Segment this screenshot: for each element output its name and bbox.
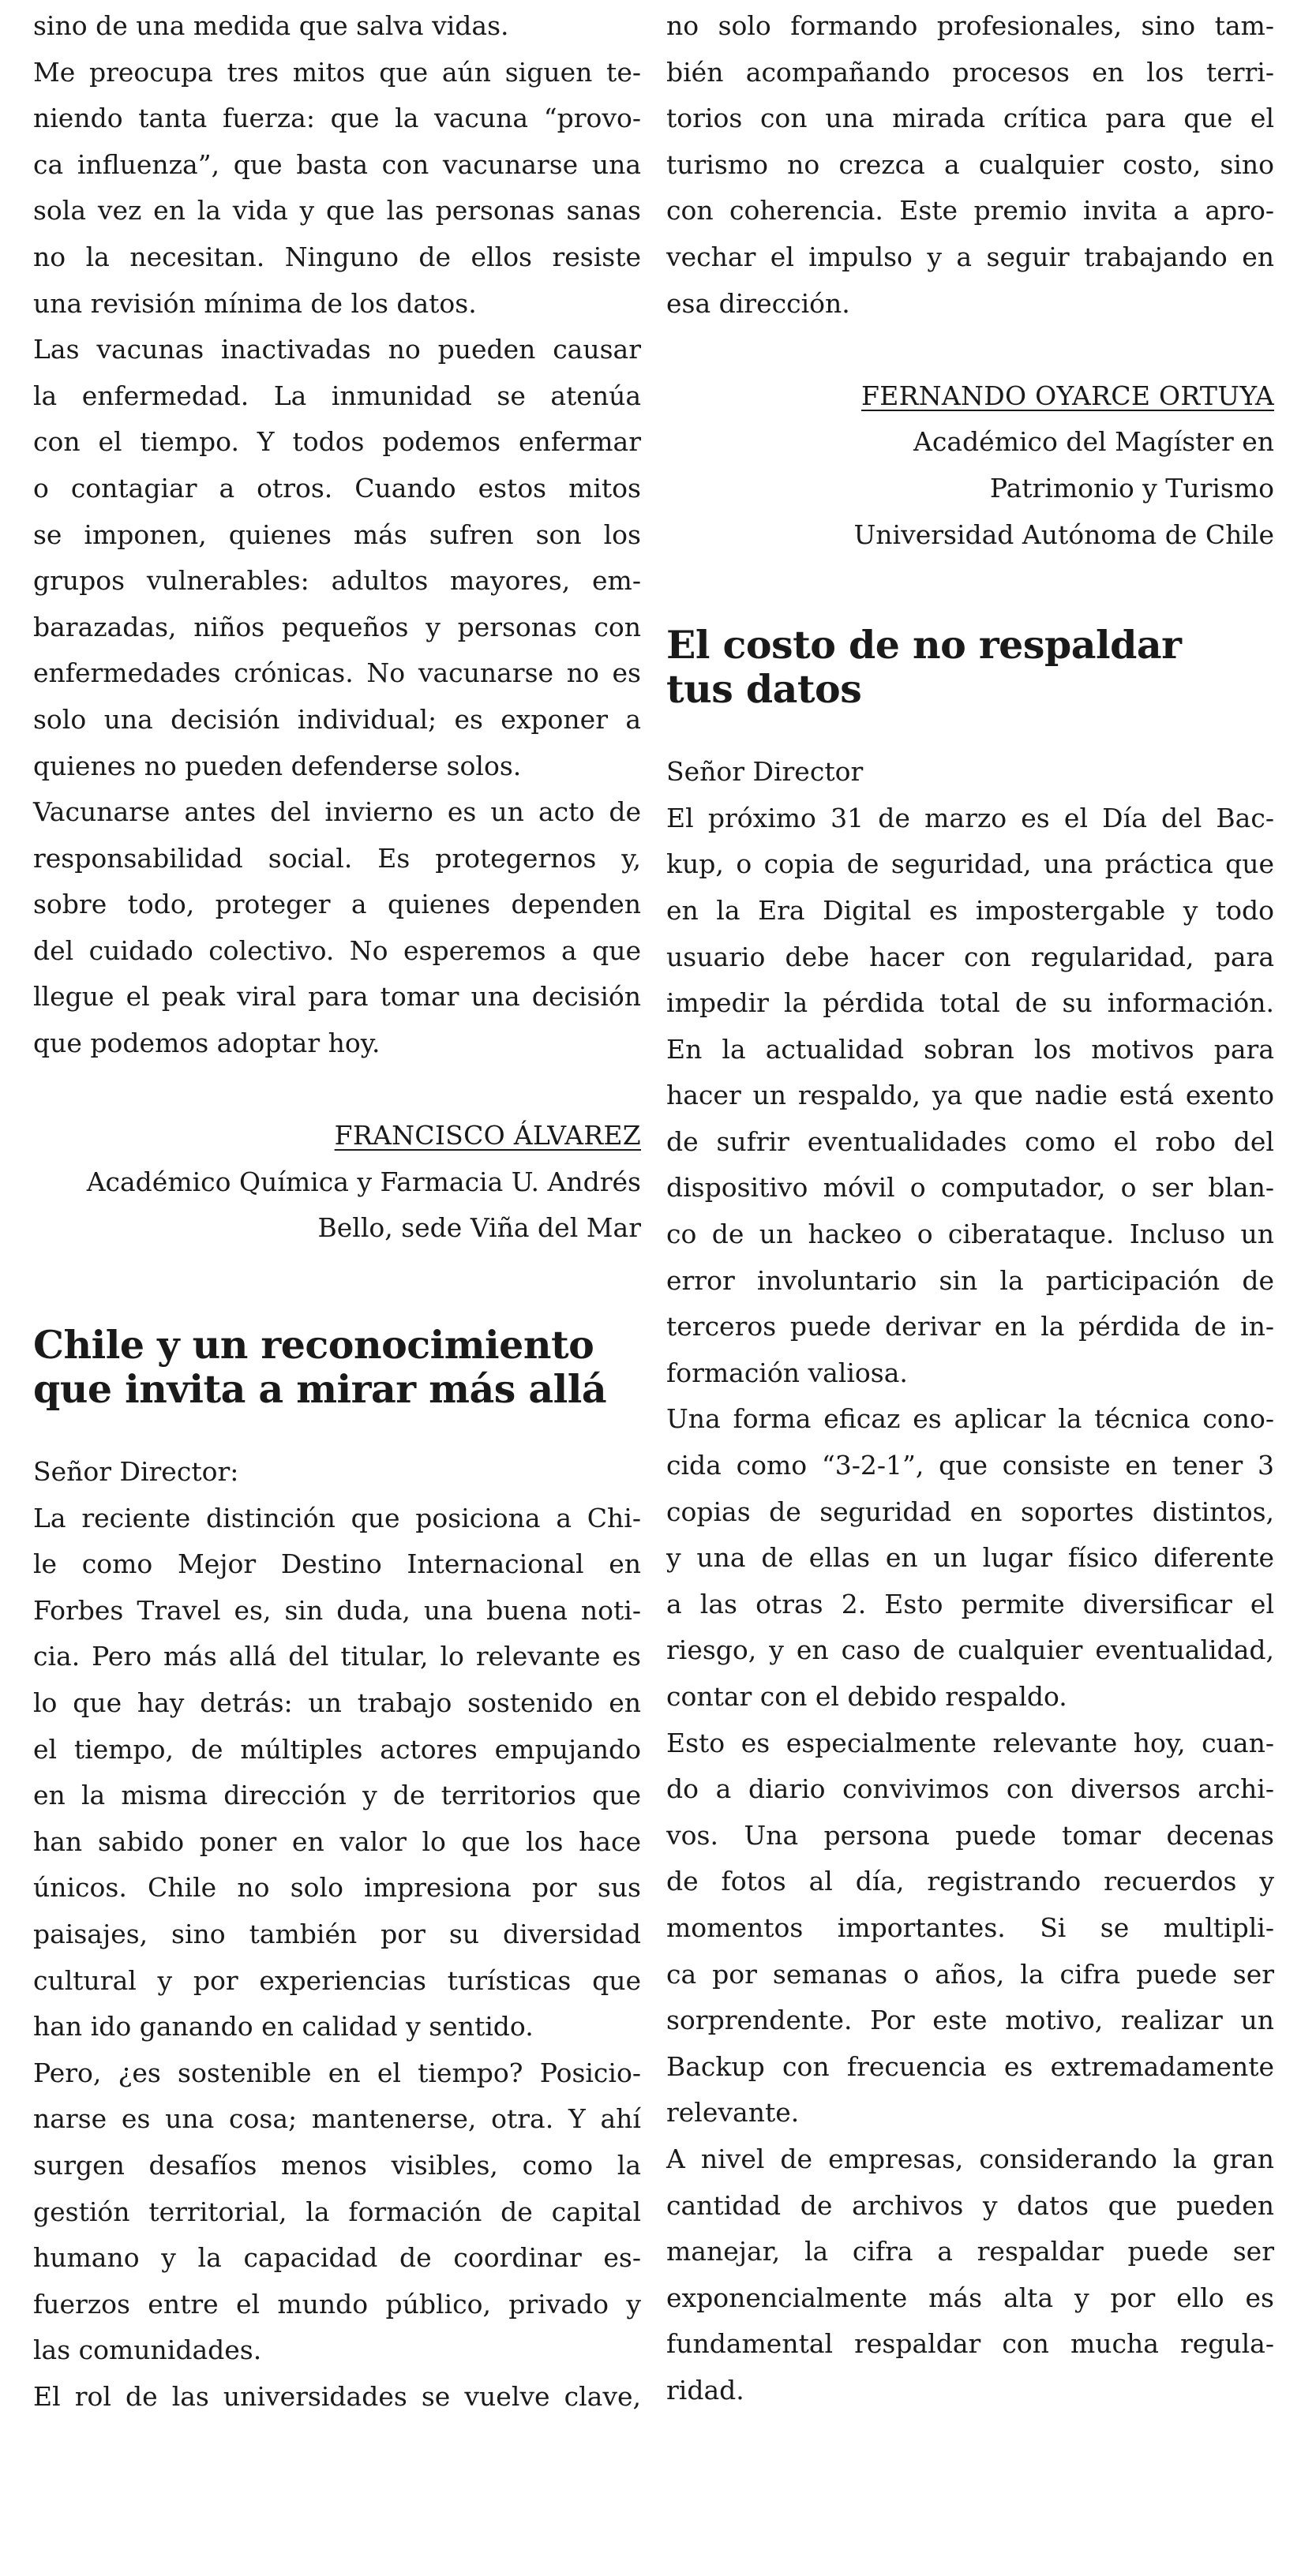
text-line: responsabilidad social. Es protegernos y, xyxy=(33,842,641,874)
signature-affiliation: Bello, sede Viña del Mar xyxy=(317,1212,641,1244)
text-line: el tiempo, de múltiples actores empujando xyxy=(33,1733,641,1765)
letter-vaccines-body xyxy=(33,3,641,1067)
text-line: fundamental respaldar con mucha regula- xyxy=(666,2328,1274,2360)
text-line: ca por semanas o años, la cifra puede ser xyxy=(666,1958,1274,1990)
headline-line: El costo de no respaldar xyxy=(666,622,1182,668)
text-line: una revisión mínima de los datos. xyxy=(33,287,477,319)
signature-francisco xyxy=(33,1113,641,1252)
spacer xyxy=(33,1252,641,1323)
text-line: del cuidado colectivo. No esperemos a que xyxy=(33,934,641,966)
letter-backup-body xyxy=(666,796,1274,2414)
text-line: hacer un respaldo, ya que nadie está exento xyxy=(666,1080,1274,1111)
text-line: no solo formando profesionales, sino tam- xyxy=(666,10,1274,41)
text-line: cia. Pero más allá del titular, lo relevante es xyxy=(33,1641,641,1672)
spacer xyxy=(666,327,1274,373)
salutation: Señor Director: xyxy=(33,1456,239,1488)
text-line: gestión territorial, la formación de capital xyxy=(33,2196,641,2227)
text-line: con el tiempo. Y todos podemos enfermar xyxy=(33,426,641,458)
text-line: vos. Una persona puede tomar decenas xyxy=(666,1819,1274,1851)
text-line: Pero, ¿es sostenible en el tiempo? Posicio- xyxy=(33,2057,641,2088)
text-line: esa dirección. xyxy=(666,287,850,319)
right-column xyxy=(666,3,1274,2414)
spacer xyxy=(33,1411,641,1449)
text-line: El rol de las universidades se vuelve clave, xyxy=(33,2380,641,2412)
text-line: a las otras 2. Esto permite diversificar el xyxy=(666,1588,1274,1619)
text-line: impedir la pérdida total de su información. xyxy=(666,987,1274,1019)
text-line: En la actualidad sobran los motivos para xyxy=(666,1033,1274,1065)
text-line: A nivel de empresas, considerando la gran xyxy=(666,2143,1274,2174)
headline-line: tus datos xyxy=(666,666,862,713)
text-line: de fotos al día, registrando recuerdos y xyxy=(666,1866,1274,1897)
text-line: Forbes Travel es, sin duda, una buena noti- xyxy=(33,1594,641,1626)
text-line: llegue el peak viral para tomar una decisión xyxy=(33,981,641,1013)
text-line: enfermedades crónicas. No vacunarse no es xyxy=(33,657,641,689)
text-line: grupos vulnerables: adultos mayores, em- xyxy=(33,565,641,597)
text-line: se imponen, quienes más sufren son los xyxy=(33,519,641,550)
text-line: las comunidades. xyxy=(33,2334,262,2366)
text-line: cultural y por experiencias turísticas que xyxy=(33,1964,641,1996)
text-line: no la necesitan. Ninguno de ellos resiste xyxy=(33,241,641,272)
text-line: El próximo 31 de marzo es el Día del Bac- xyxy=(666,802,1274,833)
text-line: ca influenza”, que basta con vacunarse una xyxy=(33,148,641,180)
headline-backup xyxy=(666,623,1274,711)
signature-name-line xyxy=(33,1113,641,1159)
text-line: en la Era Digital es impostergable y todo xyxy=(666,894,1274,926)
text-line: turismo no crezca a cualquier costo, sino xyxy=(666,148,1274,180)
text-line: Una forma eficaz es aplicar la técnica cono- xyxy=(666,1403,1274,1435)
text-line: han ido ganando en calidad y sentido. xyxy=(33,2011,534,2042)
headline-line: Chile y un reconocimiento xyxy=(33,1322,594,1368)
text-line: surgen desafíos menos visibles, como la xyxy=(33,2149,641,2181)
letter-chile-body xyxy=(33,1496,641,2421)
text-line: usuario debe hacer con regularidad, para xyxy=(666,941,1274,972)
text-line: La reciente distinción que posiciona a Chi- xyxy=(33,1502,641,1533)
spacer xyxy=(666,558,1274,623)
text-line: vechar el impulso y a seguir trabajando en xyxy=(666,241,1274,272)
text-line: niendo tanta fuerza: que la vacuna “provo- xyxy=(33,103,641,134)
text-line: sorprendente. Por este motivo, realizar un xyxy=(666,2005,1274,2036)
text-line: cida como “3-2-1”, que consiste en tener 3 xyxy=(666,1450,1274,1481)
text-line: do a diario convivimos con diversos archi- xyxy=(666,1773,1274,1805)
signature-affiliation: Patrimonio y Turismo xyxy=(989,472,1274,504)
text-line: solo una decisión individual; es exponer a xyxy=(33,703,641,735)
text-line: de sufrir eventualidades como el robo del xyxy=(666,1125,1274,1157)
text-line: le como Mejor Destino Internacional en xyxy=(33,1548,641,1580)
text-line: Me preocupa tres mitos que aún siguen te- xyxy=(33,56,641,88)
text-line: en la misma dirección y de territorios que xyxy=(33,1780,641,1811)
text-line: únicos. Chile no solo impresiona por sus xyxy=(33,1872,641,1904)
text-line: paisajes, sino también por su diversidad xyxy=(33,1918,641,1949)
signature-affiliation: Universidad Autónoma de Chile xyxy=(853,519,1274,550)
text-line: narse es una cosa; mantenerse, otra. Y ahí xyxy=(33,2103,641,2135)
headline-chile xyxy=(33,1323,641,1411)
text-line: dispositivo móvil o computador, o ser blan- xyxy=(666,1172,1274,1204)
text-line: han sabido poner en valor lo que los hace xyxy=(33,1825,641,1857)
text-line: sobre todo, proteger a quienes dependen xyxy=(33,889,641,920)
letter-chile-continued xyxy=(666,3,1274,327)
text-line: torios con una mirada crítica para que el xyxy=(666,103,1274,134)
text-line: sino de una medida que salva vidas. xyxy=(33,10,509,41)
text-line: riesgo, y en caso de cualquier eventualidad, xyxy=(666,1634,1274,1666)
text-line: fuerzos entre el mundo público, privado y xyxy=(33,2288,641,2320)
text-line: ridad. xyxy=(666,2374,744,2406)
text-line: o contagiar a otros. Cuando estos mitos xyxy=(33,472,641,504)
text-line: que podemos adoptar hoy. xyxy=(33,1028,381,1059)
text-line: barazadas, niños pequeños y personas con xyxy=(33,611,641,642)
signature-affiliation: Académico Química y Farmacia U. Andrés xyxy=(86,1166,641,1197)
text-line: Vacunarse antes del invierno es un acto de xyxy=(33,796,641,828)
signature-affiliation: Académico del Magíster en xyxy=(913,426,1274,458)
text-line: Esto es especialmente relevante hoy, cuan- xyxy=(666,1727,1274,1758)
text-line: humano y la capacidad de coordinar es- xyxy=(33,2242,641,2274)
text-line: exponencialmente más alta y por ello es xyxy=(666,2282,1274,2313)
headline-line: que invita a mirar más allá xyxy=(33,1366,607,1413)
text-line: lo que hay detrás: un trabajo sostenido en xyxy=(33,1687,641,1718)
text-line: formación valiosa. xyxy=(666,1357,908,1388)
text-line: bién acompañando procesos en los terri- xyxy=(666,56,1274,88)
text-line: con coherencia. Este premio invita a apro- xyxy=(666,195,1274,227)
text-line: kup, o copia de seguridad, una práctica que xyxy=(666,848,1274,880)
spacer xyxy=(666,711,1274,749)
text-line: quienes no pueden defenderse solos. xyxy=(33,750,522,781)
signature-name-line xyxy=(666,373,1274,420)
text-line: Las vacunas inactivadas no pueden causar xyxy=(33,334,641,365)
text-line: momentos importantes. Si se multipli- xyxy=(666,1911,1274,1943)
signature-fernando xyxy=(666,373,1274,558)
text-line: y una de ellas en un lugar físico diferente xyxy=(666,1542,1274,1574)
text-line: co de un hackeo o ciberataque. Incluso un xyxy=(666,1219,1274,1250)
text-line: sola vez en la vida y que las personas sanas xyxy=(33,195,641,227)
left-column xyxy=(33,3,641,2421)
signature-name: FERNANDO OYARCE ORTUYA xyxy=(861,380,1274,411)
text-line: cantidad de archivos y datos que pueden xyxy=(666,2189,1274,2221)
text-line: copias de seguridad en soportes distintos, xyxy=(666,1496,1274,1527)
text-line: Backup con frecuencia es extremadamente xyxy=(666,2050,1274,2082)
salutation: Señor Director xyxy=(666,756,864,788)
text-line: contar con el debido respaldo. xyxy=(666,1681,1067,1712)
text-line: la enfermedad. La inmunidad se atenúa xyxy=(33,380,641,411)
text-line: manejar, la cifra a respaldar puede ser xyxy=(666,2236,1274,2267)
text-line: terceros puede derivar en la pérdida de in- xyxy=(666,1311,1274,1342)
spacer xyxy=(33,1067,641,1114)
signature-name: FRANCISCO ÁLVAREZ xyxy=(334,1120,641,1151)
text-line: relevante. xyxy=(666,2097,800,2129)
text-line: error involuntario sin la participación de xyxy=(666,1264,1274,1296)
